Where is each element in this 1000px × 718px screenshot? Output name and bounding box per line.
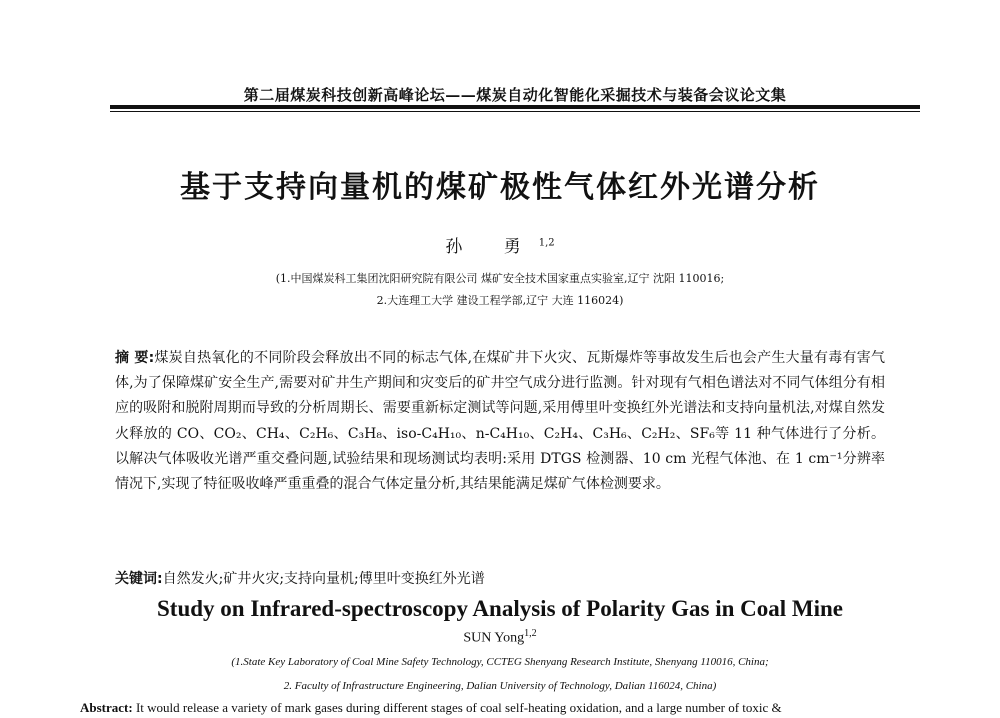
author-sup-en: 1,2 [524,628,537,639]
author-en [400,628,600,647]
header-rule-thin [110,111,920,112]
keywords-text-cn: 自然发火;矿井火灾;支持向量机;傅里叶变换红外光谱 [162,571,485,587]
header-rule-thick [110,105,920,109]
author-cn [400,232,600,257]
abstract-en [80,700,925,716]
affiliation-cn-1: (1.中国煤炭科工集团沈阳研究院有限公司 煤矿安全技术国家重点实验室,辽宁 沈阳 110016; [275,272,725,285]
abstract-text-cn: 煤炭自热氧化的不同阶段会释放出不同的标志气体,在煤矿井下火灾、瓦斯爆炸等事故发生后也会产生大量有毒有害气体,为了保障煤矿安全生产,需要对矿井生产期间和灾变后的矿井空气成分进行监测。针对现有气相色谱法对不同气体组分有相应的吸附和脱附周期而导致的分析周期长、需要重新标定测试等问题,采用傅里叶变换红外光谱法和支持向量机法,对煤自然发火释放的 CO、CO₂、CH₄、C₂H₆、C₃H₈、iso-C₄H₁₀、n-C₄H₁₀、C₂H₄、C₃H₆、C₂H₂、SF₆等 11 种气体进行了分析。以解决气体吸收光谱严重交叠问题,试验结果和现场测试均表明:采用 DTGS 检测器、10 cm 光程气体池、在 1 cm⁻¹分辨率情况下,实现了特征吸收峰严重重叠的混合气体定量分析,其结果能满足煤矿气体检测要求。 [115,350,885,493]
author-sup-cn: 1,2 [538,237,555,249]
keywords-label-cn: 关键词: [115,571,163,587]
keywords-cn [115,568,885,588]
abstract-label-en: Abstract: [80,700,133,715]
paper-title-en: Study on Infrared-spectroscopy Analysis of Polarity Gas in Coal Mine [157,596,843,621]
paper-title-cn: 基于支持向量机的煤矿极性气体红外光谱分析 [180,170,820,205]
author-name-en: SUN Yong [463,630,525,646]
affiliation-en-2: 2. Faculty of Infrastructure Engineering, Dalian University of Technology, Dalian 116024, China) [283,680,717,692]
author-name-cn: 孙 勇 [445,237,539,257]
running-header: 第二届煤炭科技创新高峰论坛——煤炭自动化智能化采掘技术与装备会议论文集 [243,86,787,104]
abstract-label-cn: 摘 要: [115,350,155,366]
affiliation-en-1: (1.State Key Laboratory of Coal Mine Safety Technology, CCTEG Shenyang Research Institute, Shenyang 110016, China; [231,656,769,668]
abstract-text-en: It would release a variety of mark gases during different stages of coal self-heating oxidation, and a large number of toxic & [135,700,782,715]
affiliation-cn-2: 2.大连理工大学 建设工程学部,辽宁 大连 116024) [376,294,624,307]
abstract-cn [115,346,885,497]
